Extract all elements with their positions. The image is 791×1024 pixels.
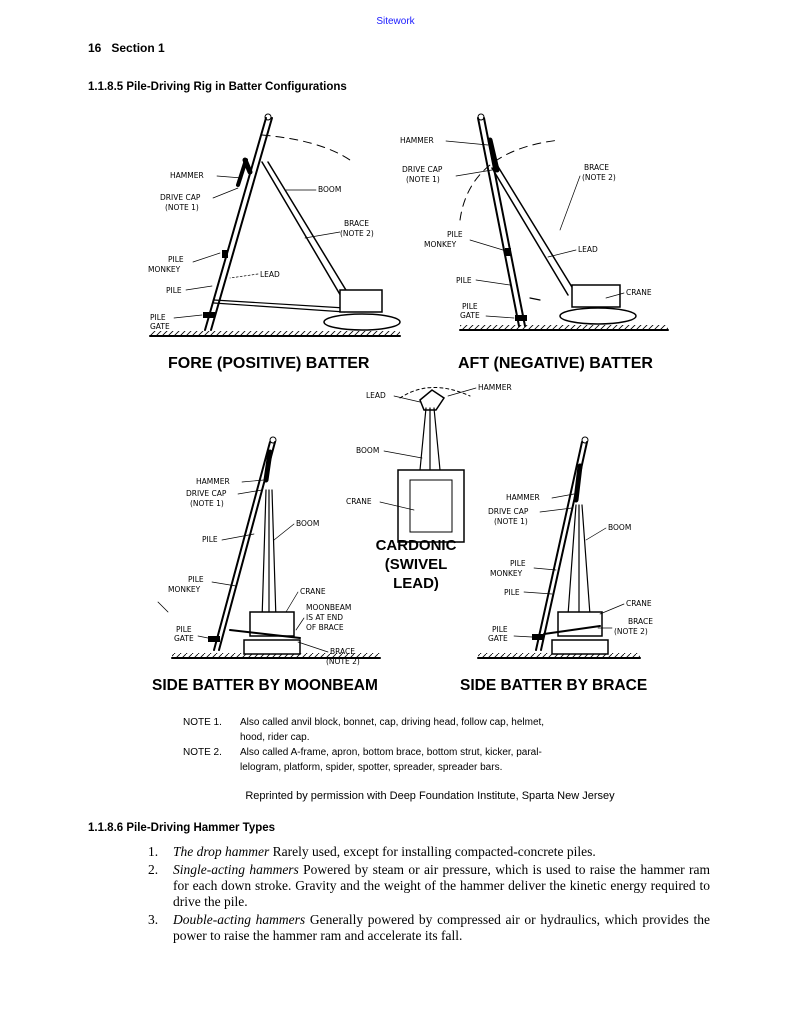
aft-pile-gate-label-a: PILE xyxy=(462,302,478,311)
brace-pile-monkey-label-b: MONKEY xyxy=(490,569,523,578)
aft-pile-gate-label-b: GATE xyxy=(460,311,480,320)
list-item xyxy=(148,844,710,860)
list-item xyxy=(148,912,710,944)
figure-notes xyxy=(183,717,544,773)
aft-pile-monkey-label-b: MONKEY xyxy=(424,240,457,249)
hammer-types-heading: 1.1.8.6 Pile-Driving Hammer Types xyxy=(88,822,276,834)
cardonic-lead-label: LEAD xyxy=(366,391,386,400)
list-item-text: Rarely used, except for installing compacted-concrete piles. xyxy=(269,844,596,859)
note1-label: NOTE 1. xyxy=(183,717,222,728)
aft-brace-label: BRACE xyxy=(584,163,610,172)
moonbeam-note-line1: MOONBEAM xyxy=(306,603,352,612)
fore-hammer-label: HAMMER xyxy=(170,171,204,180)
fore-batter-title: FORE (POSITIVE) BATTER xyxy=(168,355,370,372)
moonbeam-drive-cap-label: DRIVE CAP xyxy=(186,489,227,498)
note2-line2: lelogram, platform, spider, spotter, spreader, spreader bars. xyxy=(240,762,503,773)
fore-lead-label: LEAD xyxy=(260,270,280,279)
note2-line1: Also called A-frame, apron, bottom brace, bottom strut, kicker, paral- xyxy=(240,747,542,758)
cardonic-panel xyxy=(346,383,512,592)
cardonic-title-line2: (SWIVEL xyxy=(384,556,448,573)
aft-pile-monkey-label-a: PILE xyxy=(447,230,463,239)
fore-note2-label: (NOTE 2) xyxy=(340,229,374,238)
brace-pile-monkey-label-a: PILE xyxy=(510,559,526,568)
brace-note2-label: (NOTE 2) xyxy=(614,627,648,636)
section-label: Section 1 xyxy=(111,41,165,55)
note1-line2: hood, rider cap. xyxy=(240,732,310,743)
aft-drive-cap-label: DRIVE CAP xyxy=(402,165,443,174)
aft-crane-label: CRANE xyxy=(626,288,652,297)
brace-panel xyxy=(460,437,653,694)
moonbeam-pile-monkey-label-b: MONKEY xyxy=(168,585,201,594)
brace-drive-cap-label: DRIVE CAP xyxy=(488,507,529,516)
brace-pile-gate-label-a: PILE xyxy=(492,625,508,634)
brace-note1-label: (NOTE 1) xyxy=(494,517,528,526)
figure-heading: 1.1.8.5 Pile-Driving Rig in Batter Configurations xyxy=(88,81,347,93)
cardonic-boom-label: BOOM xyxy=(356,446,380,455)
list-item-text: Generally powered by compressed air or hydraulics, which provides the power to raise the hammer ram and accelerate its fall. xyxy=(173,912,710,943)
moonbeam-crane-label: CRANE xyxy=(300,587,326,596)
cardonic-crane-label: CRANE xyxy=(346,497,372,506)
moonbeam-brace-label: BRACE xyxy=(330,647,356,656)
moonbeam-boom-label: BOOM xyxy=(296,519,320,528)
aft-pile-label: PILE xyxy=(456,276,472,285)
brace-brace-label: BRACE xyxy=(628,617,654,626)
moonbeam-pile-monkey-label-a: PILE xyxy=(188,575,204,584)
aft-batter-title: AFT (NEGATIVE) BATTER xyxy=(458,355,653,372)
hammer-types-list xyxy=(148,844,710,946)
list-item xyxy=(148,862,710,910)
list-item-term: Double-acting hammers xyxy=(173,912,306,927)
page-number xyxy=(88,41,165,55)
fore-boom-label: BOOM xyxy=(318,185,342,194)
brace-hammer-label: HAMMER xyxy=(506,493,540,502)
fore-pile-label: PILE xyxy=(166,286,182,295)
brace-boom-label: BOOM xyxy=(608,523,632,532)
note1-line1: Also called anvil block, bonnet, cap, driving head, follow cap, helmet, xyxy=(240,717,545,728)
fore-pile-monkey-label-a: PILE xyxy=(168,255,184,264)
cardonic-title-line1: CARDONIC xyxy=(375,537,457,554)
page-number-value: 16 xyxy=(88,41,102,55)
list-item-number: 2. xyxy=(148,862,159,877)
moonbeam-pile-label: PILE xyxy=(202,535,218,544)
list-item-text: Powered by steam or air pressure, which is used to raise the hammer ram for each down stroke. Gravity and the weight of the hammer deliver the kinetic energy required to drive the pile. xyxy=(173,862,711,909)
aft-hammer-label: HAMMER xyxy=(400,136,434,145)
fore-pile-gate-label-b: GATE xyxy=(150,322,170,331)
fore-pile-gate-label-a: PILE xyxy=(150,313,166,322)
moonbeam-note2-label: (NOTE 2) xyxy=(326,657,360,666)
moonbeam-note1-label: (NOTE 1) xyxy=(190,499,224,508)
header-link[interactable]: Sitework xyxy=(376,16,415,27)
moonbeam-pile-gate-label-b: GATE xyxy=(174,634,194,643)
list-item-term: Single-acting hammers xyxy=(173,862,299,877)
aft-note1-label: (NOTE 1) xyxy=(406,175,440,184)
fore-pile-monkey-label-b: MONKEY xyxy=(148,265,181,274)
brace-pile-gate-label-b: GATE xyxy=(488,634,508,643)
moonbeam-panel xyxy=(152,437,380,694)
list-item-number: 1. xyxy=(148,844,159,859)
moonbeam-note-line2: IS AT END xyxy=(306,613,343,622)
figure-credit: Reprinted by permission with Deep Foundation Institute, Sparta New Jersey xyxy=(245,790,615,802)
moonbeam-hammer-label: HAMMER xyxy=(196,477,230,486)
list-item-term: The drop hammer xyxy=(173,844,270,859)
aft-lead-label: LEAD xyxy=(578,245,598,254)
moonbeam-pile-gate-label-a: PILE xyxy=(176,625,192,634)
cardonic-title-line3: LEAD) xyxy=(393,575,439,592)
brace-title: SIDE BATTER BY BRACE xyxy=(460,677,648,694)
pile-driving-figure xyxy=(140,100,680,780)
fore-brace-label: BRACE xyxy=(344,219,370,228)
aft-note2-label: (NOTE 2) xyxy=(582,173,616,182)
brace-crane-label: CRANE xyxy=(626,599,652,608)
note2-label: NOTE 2. xyxy=(183,747,222,758)
brace-pile-label: PILE xyxy=(504,588,520,597)
aft-batter-panel xyxy=(400,114,668,372)
moonbeam-title: SIDE BATTER BY MOONBEAM xyxy=(152,677,378,694)
cardonic-hammer-label: HAMMER xyxy=(478,383,512,392)
moonbeam-note-line3: OF BRACE xyxy=(306,623,344,632)
fore-drive-cap-label: DRIVE CAP xyxy=(160,193,201,202)
fore-batter-panel xyxy=(148,114,400,372)
list-item-number: 3. xyxy=(148,912,159,927)
fore-note1-label: (NOTE 1) xyxy=(165,203,199,212)
